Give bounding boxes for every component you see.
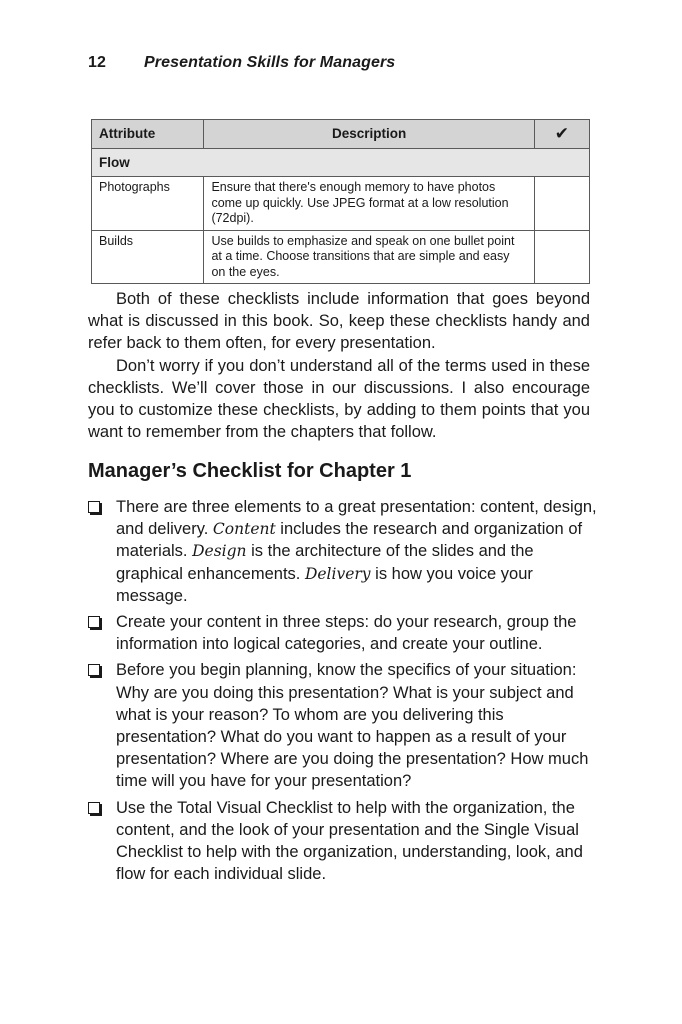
checklist-table [91,119,590,284]
checklist-item: There are three elements to a great presentation: content, design, and delivery. Content includes the research and organization of materials. Design is the architecture of the slides and the graphical enhancements. Delivery is how you voice your message. [88,496,598,607]
checkbox-icon [88,802,100,814]
row-description: Use builds to emphasize and speak on one bullet point at a time. Choose transitions that are simple and easy on the eyes. [204,230,534,284]
row-attribute: Builds [92,230,204,284]
page-number: 12 [88,54,106,71]
row-description: Ensure that there's enough memory to have photos come up quickly. Use JPEG format at a low resolution (72dpi). [204,177,534,231]
checkbox-icon [88,616,100,628]
term-delivery: Delivery [304,564,371,583]
checklist-item: Create your content in three steps: do your research, group the information into logical categories, and create your outline. [88,611,598,655]
table-row [92,177,590,231]
table-section-row [92,149,590,177]
checklist-heading: Manager’s Checklist for Chapter 1 [88,460,412,482]
body-paragraph: Don’t worry if you don’t understand all of the terms used in these checklists. We’ll cover those in our discussions. I also encourage you to customize these checklists, by adding to them points that you want to remember from the chapters that follow. [88,356,590,442]
page-header [88,54,395,72]
term-design: Design [192,542,247,561]
book-title: Presentation Skills for Managers [144,54,396,71]
column-header-checkmark-icon: ✔ [534,120,589,149]
checklist-item: Use the Total Visual Checklist to help with the organization, the content, and the look of your presentation and the Single Visual Checklist to help with the organization, understanding, look, and flow for each individual slide. [88,797,598,886]
body-paragraph: Both of these checklists include information that goes beyond what is discussed in this book. So, keep these checklists handy and refer back to them often, for every presentation. [88,290,590,353]
section-label-flow: Flow [92,149,590,177]
term-content: Content [212,520,276,539]
managers-checklist [88,496,598,889]
checkbox-icon [88,664,100,676]
table-row [92,230,590,284]
row-check-cell [534,230,589,284]
body-text [88,288,590,443]
column-header-description: Description [204,120,534,149]
row-attribute: Photographs [92,177,204,231]
row-check-cell [534,177,589,231]
checkbox-icon [88,501,100,513]
checklist-item: Before you begin planning, know the specifics of your situation: Why are you doing this presentation? What is your subject and what is your reason? To whom are you delivering this presentation? What do you want to happen as a result of your presentation? Where are you doing the presentation? How much time will you have for your presentation? [88,659,598,792]
column-header-attribute: Attribute [92,120,204,149]
table-header-row [92,120,590,149]
